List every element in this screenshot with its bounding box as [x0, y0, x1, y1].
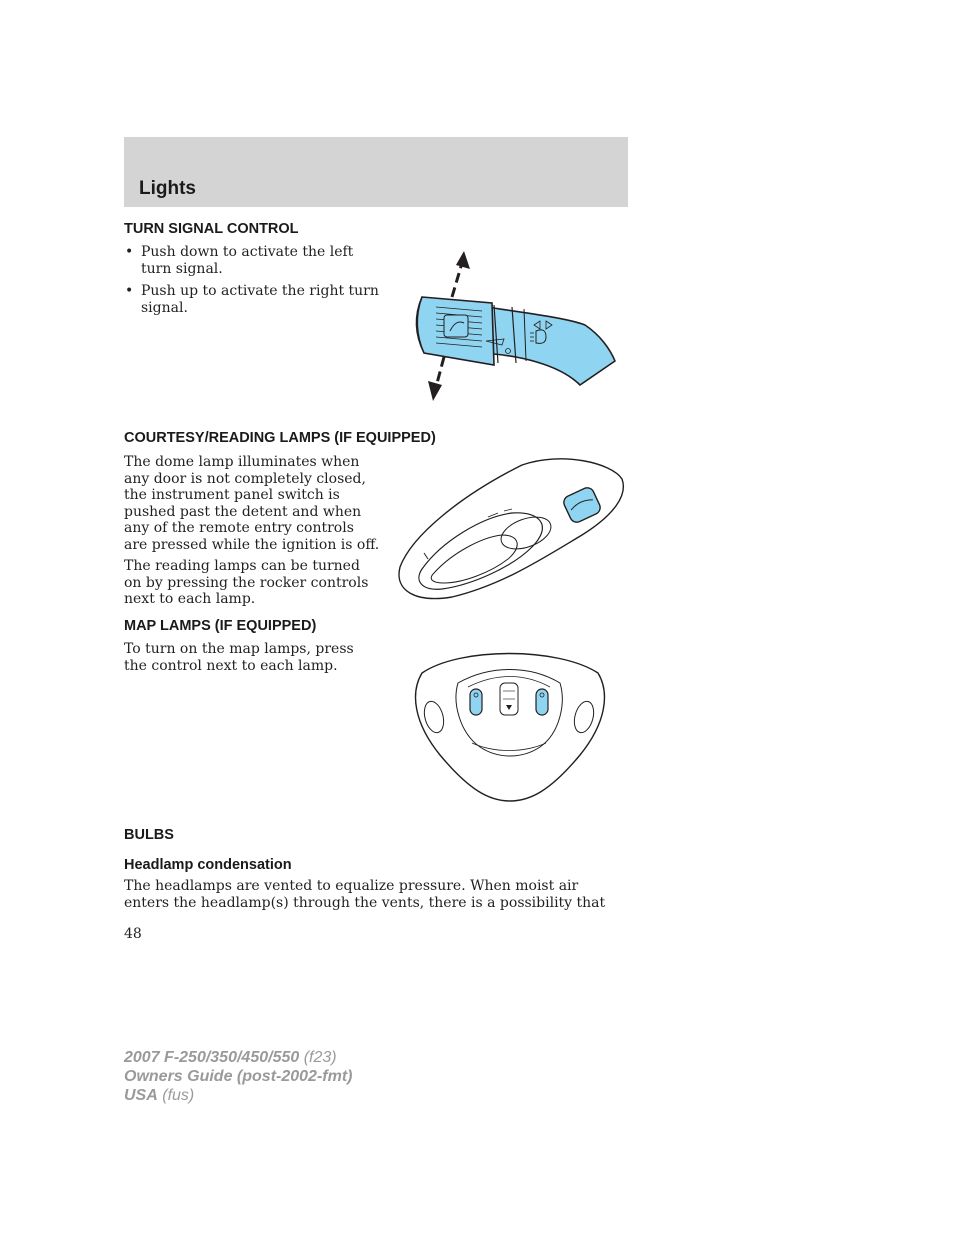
bulbs-heading: BULBS — [124, 827, 174, 843]
courtesy-paragraph-1: The dome lamp illuminates when any door is not completely closed, the instrument panel switch is pushed past the detent and when any of the remote entry controls are pressed while the ignition is off. — [124, 454, 380, 553]
document-footer — [124, 1048, 352, 1105]
footer-line-3: USA (fus) — [124, 1087, 195, 1104]
list-item: • Push down to activate the left turn signal. — [125, 244, 354, 277]
headlamp-condensation-subheading: Headlamp condensation — [124, 857, 292, 873]
turn-signal-list — [124, 244, 386, 322]
section-title: Lights — [139, 178, 196, 199]
courtesy-paragraph-2: The reading lamps can be turned on by pressing the rocker controls next to each lamp. — [124, 558, 369, 607]
turn-signal-stalk-illustration — [400, 245, 620, 405]
page-number: 48 — [124, 926, 142, 942]
footer-line-2: Owners Guide (post-2002-fmt) — [124, 1068, 353, 1085]
map-lamps-paragraph: To turn on the map lamps, press the control next to each lamp. — [124, 641, 354, 674]
map-lamps-heading: MAP LAMPS (IF EQUIPPED) — [124, 618, 317, 634]
headlamp-condensation-paragraph: The headlamps are vented to equalize pressure. When moist air enters the headlamp(s) through the vents, there is a possibility that — [124, 878, 606, 911]
list-item: • Push up to activate the right turn signal. — [125, 283, 379, 316]
courtesy-lamps-heading: COURTESY/READING LAMPS (IF EQUIPPED) — [124, 430, 436, 446]
map-lamp-console-illustration — [410, 643, 608, 805]
section-header — [124, 137, 628, 207]
footer-line-1: 2007 F-250/350/450/550 (f23) — [124, 1049, 337, 1066]
turn-signal-heading: TURN SIGNAL CONTROL — [124, 221, 299, 237]
dome-lamp-illustration — [392, 455, 628, 605]
